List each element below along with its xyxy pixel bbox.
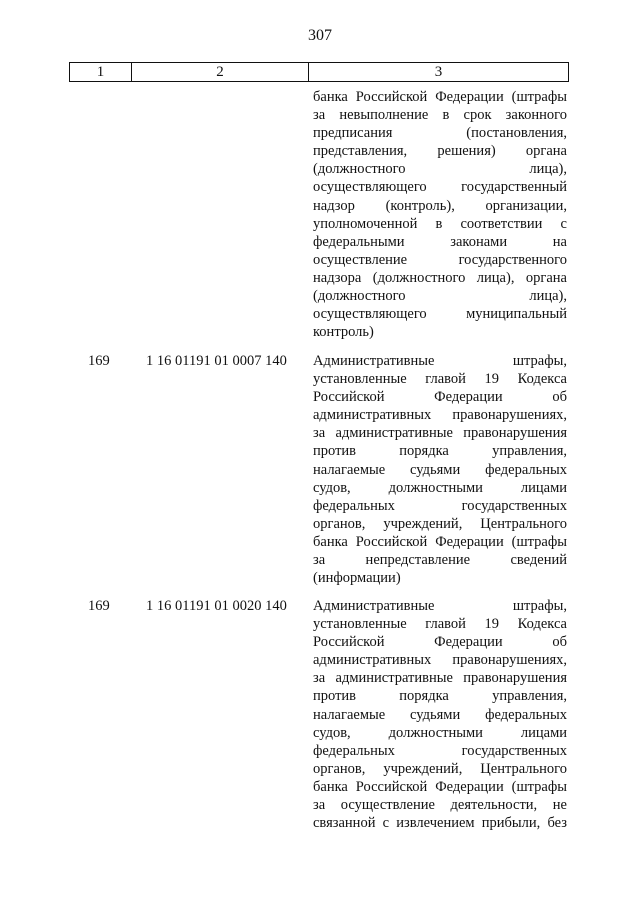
description-line: установленные главой 19 Кодекса [313, 371, 567, 388]
column-header-2: 2 [132, 63, 309, 82]
description-line: уполномоченной в соответствии с [313, 215, 567, 232]
description-line: банка Российской Федерации (штрафы [313, 533, 567, 550]
page-number: 307 [308, 27, 332, 44]
column-header-3: 3 [309, 63, 569, 82]
description-line: установленные главой 19 Кодекса [313, 616, 567, 633]
description-line: связанной с извлечением прибыли, без [313, 815, 567, 832]
description-line: (должностного лица), [313, 161, 567, 178]
description-line: судов, должностными лицами [313, 479, 567, 496]
description-line: надзор (контроль), организации, [313, 197, 567, 214]
row-budget-code: 1 16 01191 01 0007 140 [146, 353, 287, 369]
description-line: федеральных государственных [313, 497, 567, 514]
row-number: 169 [88, 598, 110, 614]
column-header-table [69, 62, 569, 82]
description-line: надзора (должностного лица), органа [313, 269, 567, 286]
row-description [313, 88, 567, 341]
description-line: банка Российской Федерации (штрафы [313, 89, 567, 105]
description-line: административных правонарушениях, [313, 407, 567, 424]
description-line: за административные правонарушения [313, 425, 567, 442]
description-line: Российской Федерации об [313, 389, 567, 406]
description-line: осуществление государственного [313, 251, 567, 268]
description-line: осуществляющего муниципальный [313, 306, 567, 323]
description-line: банка Российской Федерации (штрафы [313, 778, 567, 795]
description-line: налагаемые судьями федеральных [313, 461, 567, 478]
description-line: Российской Федерации об [313, 634, 567, 651]
description-line: предписания (постановления, [313, 125, 567, 142]
description-line: административных правонарушениях, [313, 652, 567, 669]
description-line: Административные штрафы, [313, 598, 567, 614]
description-line: (информации) [313, 570, 401, 587]
column-header-row [70, 63, 569, 82]
row-budget-code: 1 16 01191 01 0020 140 [146, 598, 287, 614]
description-line: за непредставление сведений [313, 552, 567, 569]
description-line: контроль) [313, 324, 374, 341]
description-line: федеральных государственных [313, 742, 567, 759]
description-line: органов, учреждений, Центрального [313, 760, 567, 777]
description-line: налагаемые судьями федеральных [313, 706, 567, 723]
description-line: (должностного лица), [313, 288, 567, 305]
row-description [313, 352, 567, 587]
row-description [313, 597, 567, 832]
description-line: за невыполнение в срок законного [313, 107, 567, 124]
description-line: за осуществление деятельности, не [313, 797, 567, 814]
description-line: федеральными законами на [313, 233, 567, 250]
description-line: судов, должностными лицами [313, 724, 567, 741]
description-line: против порядка управления, [313, 688, 567, 705]
description-line: осуществляющего государственный [313, 179, 567, 196]
row-number: 169 [88, 353, 110, 369]
column-header-1: 1 [70, 63, 132, 82]
description-line: за административные правонарушения [313, 670, 567, 687]
description-line: органов, учреждений, Центрального [313, 515, 567, 532]
description-line: представления, решения) органа [313, 143, 567, 160]
description-line: Административные штрафы, [313, 353, 567, 369]
description-line: против порядка управления, [313, 443, 567, 460]
